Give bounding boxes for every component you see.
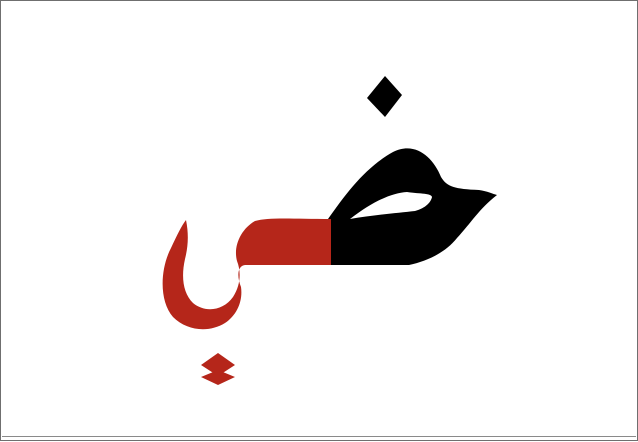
khah-letter (328, 76, 497, 265)
bottom-divider (2, 436, 636, 437)
khah-dot (367, 76, 402, 117)
yeh-dot-lower (201, 370, 235, 385)
yeh-body (163, 219, 331, 330)
yeh-letter (163, 219, 331, 386)
khah-body (328, 148, 497, 265)
glyph-illustration (1, 1, 638, 442)
